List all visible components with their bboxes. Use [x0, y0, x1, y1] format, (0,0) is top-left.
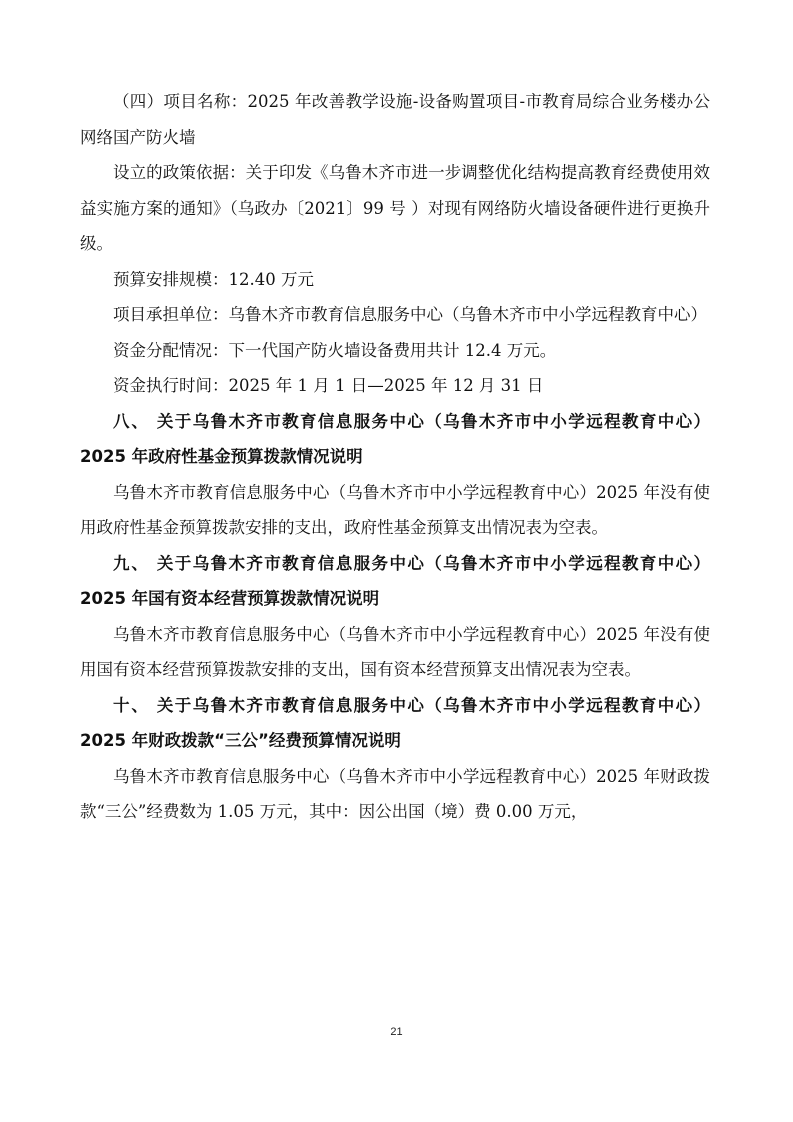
section-9-body: 乌鲁木齐市教育信息服务中心（乌鲁木齐市中小学远程教育中心）2025 年没有使用国有资本经营预算拨款安排的支出，国有资本经营预算支出情况表为空表。 — [80, 624, 710, 679]
section-9-number: 九、 — [113, 553, 150, 573]
section-8-body: 乌鲁木齐市教育信息服务中心（乌鲁木齐市中小学远程教育中心）2025 年没有使用政府性基金预算拨款安排的支出，政府性基金预算支出情况表为空表。 — [80, 482, 710, 537]
section-8-number: 八、 — [113, 411, 150, 431]
project-unit: 项目承担单位：乌鲁木齐市教育信息服务中心（乌鲁木齐市中小学远程教育中心） — [113, 305, 707, 324]
section-8-title: 关于乌鲁木齐市教育信息服务中心（乌鲁木齐市中小学远程教育中心）2025 年政府性基金预算拨款情况说明 — [80, 411, 711, 466]
page-number: 21 — [390, 1026, 403, 1038]
section-8-heading — [80, 404, 710, 475]
section-10-number: 十、 — [113, 695, 150, 715]
project-period: 资金执行时间：2025 年 1 月 1 日—2025 年 12 月 31 日 — [113, 376, 544, 395]
project-title: （四）项目名称：2025 年改善教学设施-设备购置项目-市教育局综合业务楼办公网络国产防火墙 — [80, 92, 710, 147]
project-allocation: 资金分配情况：下一代国产防火墙设备费用共计 12.4 万元。 — [113, 340, 557, 360]
project-budget: 预算安排规模：12.40 万元 — [113, 269, 314, 289]
section-9-heading — [80, 546, 710, 617]
project-policy-basis: 设立的政策依据：关于印发《乌鲁木齐市进一步调整优化结构提高教育经费使用效益实施方案的通知》（乌政办〔2021〕99 号 ）对现有网络防火墙设备硬件进行更换升级。 — [80, 163, 710, 253]
section-10-body: 乌鲁木齐市教育信息服务中心（乌鲁木齐市中小学远程教育中心）2025 年财政拨款“三公”经费数为 1.05 万元，其中：因公出国（境）费 0.00 万元， — [80, 766, 710, 821]
section-10-title: 关于乌鲁木齐市教育信息服务中心（乌鲁木齐市中小学远程教育中心）2025 年财政拨款“三公”经费预算情况说明 — [80, 695, 711, 750]
section-10-heading — [80, 688, 710, 759]
document-body — [80, 84, 710, 830]
section-9-title: 关于乌鲁木齐市教育信息服务中心（乌鲁木齐市中小学远程教育中心）2025 年国有资本经营预算拨款情况说明 — [80, 553, 711, 608]
